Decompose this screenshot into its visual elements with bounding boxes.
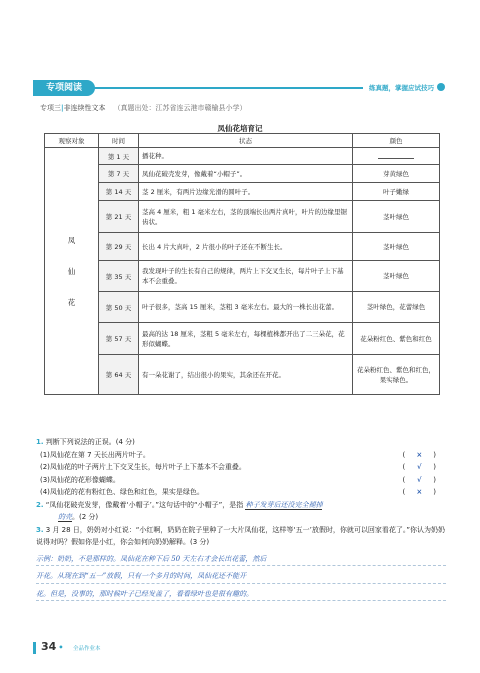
question-1 (36, 436, 446, 449)
questions (36, 436, 446, 601)
color-cell: 茎叶绿色，花蕾绿色 (353, 292, 440, 323)
subtitle-source: （真题出处：江苏省连云港市赣榆县小学） (113, 104, 247, 112)
color-cell: 茎叶绿色 (353, 201, 440, 233)
answer-bracket (403, 461, 436, 474)
table-row (45, 201, 440, 233)
question-3 (36, 524, 446, 549)
table-row (45, 165, 440, 183)
color-cell: 叶子嫩绿 (353, 183, 440, 201)
circle-icon (437, 83, 445, 91)
header-slogan (363, 81, 445, 95)
bracket-close: ) (433, 488, 436, 496)
state-cell: 长出 4 片大真叶，2 片很小的叶子还在不断生长。 (139, 233, 353, 261)
answer-mark: × (416, 487, 423, 496)
question-text: 判断下列说法的正误。(4 分) (45, 438, 135, 446)
object-cell (45, 148, 99, 395)
question-text-after: 。(2 分) (72, 513, 99, 521)
bracket-open: ( (402, 463, 406, 471)
header-object: 观察对象 (45, 134, 99, 148)
answer-line: 开花。从现在到“五一”放假，只有一个多月的时间，凤仙花还不能开 (36, 570, 446, 584)
state-cell: 凤仙花破壳发芽，像戴着“小帽子”。 (139, 165, 353, 183)
state-cell: 我发现叶子的生长有自己的规律，两片上下交叉生长，每片叶子上下基本不会重叠。 (139, 261, 353, 292)
color-cell: 花朵粉红色、紫色和红色，果实绿色。 (353, 355, 440, 395)
header-slogan-text: 练真题，掌握应试技巧 (369, 84, 434, 92)
section-tag: 专项阅读 (33, 80, 95, 96)
question-number: 3. (36, 525, 44, 534)
bracket-close: ) (433, 463, 436, 471)
table-header-row (45, 134, 440, 148)
color-cell: 花朵粉红色、紫色和红色 (353, 323, 440, 355)
time-cell: 第 57 天 (99, 323, 139, 355)
color-cell: 茎叶绿色 (353, 233, 440, 261)
time-cell: 第 64 天 (99, 355, 139, 395)
bracket-close: ) (433, 450, 436, 459)
state-cell: 最高的达 18 厘米，茎粗 5 毫米左右，每棵植株都开出了二三朵花，花形似蝴蝶。 (139, 323, 353, 355)
table-row (45, 355, 440, 395)
question-2 (36, 499, 446, 512)
bracket-open: ( (402, 475, 406, 484)
header-time: 时间 (99, 134, 139, 148)
object-char: 凤 (67, 235, 76, 245)
header-color: 颜色 (353, 134, 440, 148)
table-row (45, 233, 440, 261)
subtitle-main: 非连续性文本 (63, 104, 106, 112)
table-row (45, 148, 440, 165)
judgement-item (36, 461, 446, 474)
answer-mark: √ (416, 474, 422, 484)
judgement-text: (1)凤仙花在第 7 天长出两片叶子。 (40, 450, 150, 459)
time-cell: 第 50 天 (99, 292, 139, 323)
time-cell: 第 29 天 (99, 233, 139, 261)
book-name: 全品作业本 (73, 646, 101, 652)
judgement-text: (3)凤仙花的花形像蝴蝶。 (40, 475, 120, 484)
table-title: 凤仙花培育记 (217, 124, 263, 133)
question-2-continued (36, 511, 446, 524)
table-row (45, 183, 440, 201)
judgement-item (36, 474, 446, 487)
time-cell: 第 1 天 (99, 148, 139, 165)
answer-line: 示例：奶奶，不是那样的。凤仙花在种下后 50 天左右才会长出花蕾，然后 (36, 553, 446, 567)
judgement-text: (2)凤仙花的叶子两片上下交叉生长，每片叶子上下基本不会重叠。 (40, 463, 246, 471)
page-footer (33, 640, 233, 656)
time-cell: 第 21 天 (99, 201, 139, 233)
header-state: 状态 (139, 134, 353, 148)
question-number: 1. (36, 438, 44, 446)
question-number: 2. (36, 500, 44, 509)
state-cell: 播花种。 (139, 148, 353, 165)
time-cell: 第 14 天 (99, 183, 139, 201)
state-cell: 茎高 4 厘米，粗 1 毫米左右，茎的顶端长出两片真叶，叶片的边缘里锯齿状。 (139, 201, 353, 233)
page-number-text: 34 (41, 640, 57, 653)
question-text: 3 月 28 日，奶奶对小红说：“小红啊，奶奶在院子里种了一大片凤仙花，这样等‘五一’放假时，你就可以回家看花了。”你认为奶奶说得对吗？假如你是小红，你会如何向奶奶解释。(3 分) (36, 525, 446, 546)
time-cell: 第 7 天 (99, 165, 139, 183)
subtitle-prefix: 专项三 (40, 104, 61, 112)
object-char: 花 (67, 297, 76, 307)
subtitle-separator: | (61, 104, 64, 112)
state-cell: 有一朵花谢了，结出很小的果实，其余还在开花。 (139, 355, 353, 395)
footer-bar (33, 642, 36, 654)
bracket-close: ) (433, 475, 436, 484)
handwritten-answer: 种子发芽后还没完全褪掉 (245, 500, 323, 509)
judgement-item (36, 486, 446, 499)
page-number (41, 640, 63, 653)
answer-bracket (403, 449, 436, 462)
table-row (45, 323, 440, 355)
judgement-item (36, 449, 446, 462)
state-cell: 叶子很多，茎高 15 厘米，茎粗 3 毫米左右。最大的一株长出花蕾。 (139, 292, 353, 323)
answer-bracket (403, 486, 436, 499)
handwritten-answer: 的壳 (58, 513, 72, 521)
time-cell: 第 35 天 (99, 261, 139, 292)
object-char: 仙 (67, 266, 76, 276)
blank-line (378, 151, 414, 159)
subtitle (40, 103, 247, 113)
answer-bracket (403, 474, 436, 487)
state-cell: 茎 2 厘米，有两片边缘光滑的圆叶子。 (139, 183, 353, 201)
bracket-open: ( (402, 450, 406, 459)
table-row (45, 292, 440, 323)
answer-line: 花。但是，没事的，那时候叶子已经发盖了，看看绿叶也是很有趣的。 (36, 588, 446, 602)
table-row (45, 261, 440, 292)
question-text: “凤仙花破壳发芽，像戴着‘小帽子’。”这句话中的“小帽子”，是指 (45, 500, 244, 509)
color-cell: 茎叶绿色 (353, 261, 440, 292)
color-cell: 芽黄绿色 (353, 165, 440, 183)
judgement-text: (4)凤仙花的花有粉红色、绿色和红色，果实是绿色。 (40, 488, 204, 496)
section-header (33, 80, 445, 96)
answer-mark: √ (416, 462, 422, 471)
observation-table (44, 133, 440, 395)
page-dot: • (58, 643, 64, 652)
answer-mark: × (416, 449, 423, 459)
bracket-open: ( (402, 488, 406, 496)
color-cell (353, 148, 440, 165)
